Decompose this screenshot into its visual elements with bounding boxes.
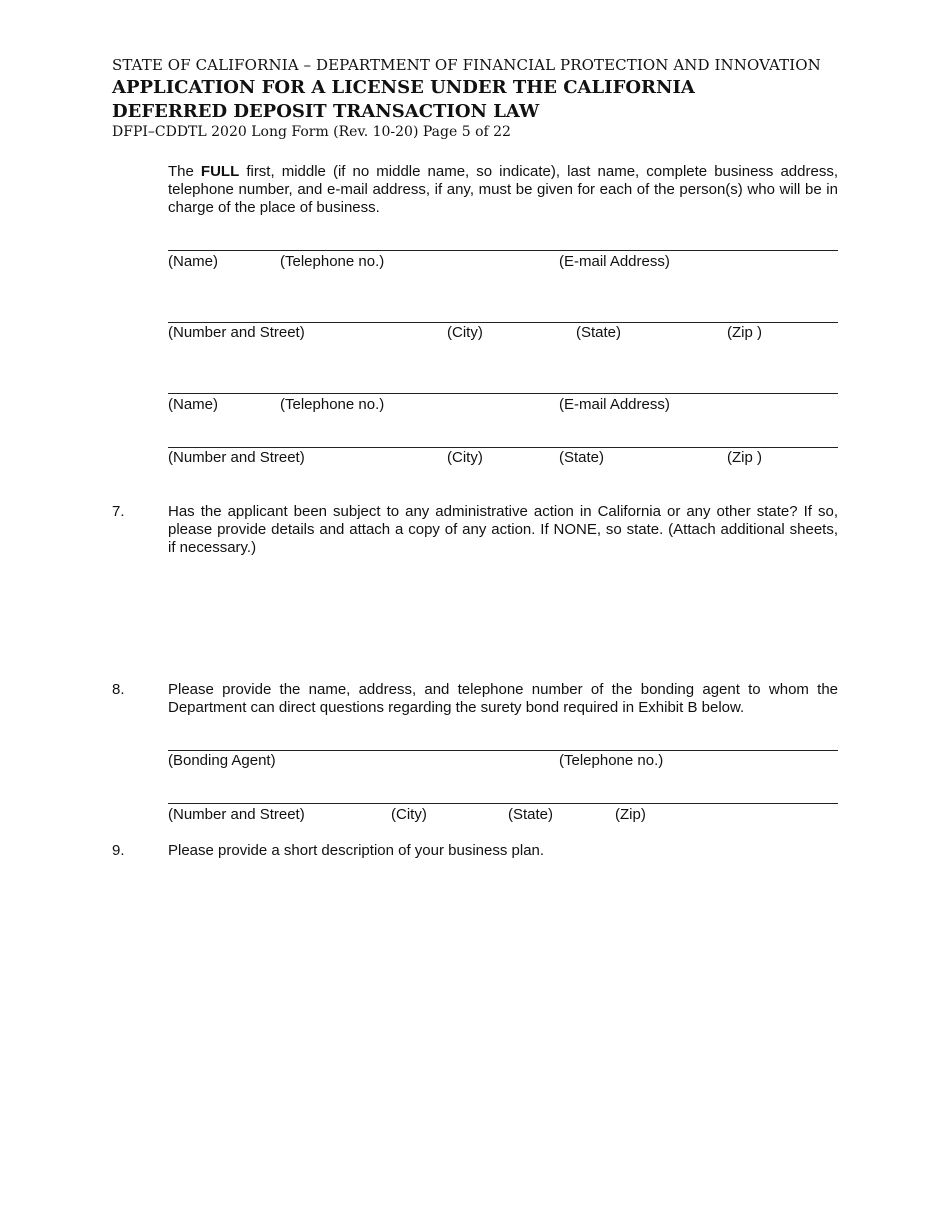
person-1-street-label: (Number and Street)	[168, 324, 305, 341]
department-heading: STATE OF CALIFORNIA – DEPARTMENT OF FINANCIAL PROTECTION AND INNOVATION	[112, 56, 821, 74]
person-2-name-line[interactable]	[168, 393, 838, 394]
question-7-number: 7.	[112, 503, 125, 520]
person-1-email-label: (E-mail Address)	[559, 253, 670, 270]
bonding-agent-telephone-label: (Telephone no.)	[559, 752, 664, 769]
person-1-state-label: (State)	[576, 324, 622, 341]
bonding-agent-label: (Bonding Agent)	[168, 752, 276, 769]
bonding-agent-line[interactable]	[168, 750, 838, 751]
question-7-text: Has the applicant been subject to any administrative action in California or any other state? If so, please provide details and attach a copy of any action. If NONE, so state. (Attach additional sheets, if necessary.)	[168, 503, 838, 556]
question-9-number: 9.	[112, 842, 125, 859]
person-1-city-label: (City)	[447, 324, 483, 341]
person-1-name-line[interactable]	[168, 250, 838, 251]
person-2-address-line[interactable]	[168, 447, 838, 448]
person-1-name-label: (Name)	[168, 253, 219, 270]
person-1-telephone-label: (Telephone no.)	[280, 253, 385, 270]
person-2-name-label: (Name)	[168, 396, 219, 413]
form-identifier: DFPI–CDDTL 2020 Long Form (Rev. 10-20) Page 5 of 22	[112, 124, 511, 140]
question-8-text: Please provide the name, address, and telephone number of the bonding agent to whom the Department can direct questions regarding the surety bond required in Exhibit B below.	[168, 681, 838, 716]
bonding-agent-state-label: (State)	[508, 806, 554, 823]
bonding-agent-address-line[interactable]	[168, 803, 838, 804]
form-title-line-1: APPLICATION FOR A LICENSE UNDER THE CALIFORNIA	[112, 77, 695, 98]
bonding-agent-street-label: (Number and Street)	[168, 806, 305, 823]
question-9-text: Please provide a short description of your business plan.	[168, 842, 545, 859]
bonding-agent-zip-label: (Zip)	[615, 806, 646, 823]
intro-paragraph: The FULL first, middle (if no middle name, so indicate), last name, complete business address, telephone number, and e-mail address, if any, must be given for each of the person(s) who will be in charge of the place of business.	[168, 163, 839, 216]
person-1-address-line[interactable]	[168, 322, 838, 323]
form-title-line-2: DEFERRED DEPOSIT TRANSACTION LAW	[112, 101, 540, 122]
person-2-city-label: (City)	[447, 449, 483, 466]
person-1-zip-label: (Zip )	[727, 324, 762, 341]
person-2-telephone-label: (Telephone no.)	[280, 396, 385, 413]
bonding-agent-city-label: (City)	[391, 806, 427, 823]
person-2-email-label: (E-mail Address)	[559, 396, 670, 413]
person-2-state-label: (State)	[559, 449, 605, 466]
person-2-street-label: (Number and Street)	[168, 449, 305, 466]
question-8-number: 8.	[112, 681, 125, 698]
person-2-zip-label: (Zip )	[727, 449, 762, 466]
intro-emphasis: FULL	[200, 163, 240, 180]
